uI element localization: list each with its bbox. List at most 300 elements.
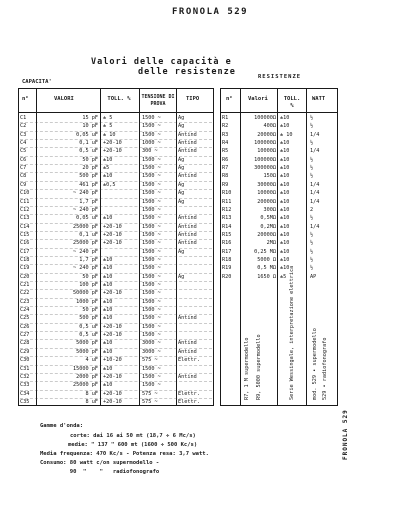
res-cell: ±10 — [280, 198, 290, 205]
res-cell: R11 — [222, 198, 232, 205]
cap-cell: C15 — [20, 231, 30, 238]
cap-cell: Elettr. — [178, 357, 200, 364]
res-cell: 100000Ω — [254, 115, 276, 121]
cap-cell: ±10 — [103, 298, 113, 305]
res-cell: ±10 — [280, 190, 290, 197]
res-cell: R16 — [222, 240, 232, 247]
cap-cell: Antind — [178, 140, 197, 147]
cap-col-tol: TOLL. % — [107, 96, 131, 102]
cap-cell: Ag — [178, 181, 185, 188]
cap-row-divider — [20, 164, 212, 165]
cap-cell: 1500 ~ — [142, 248, 161, 255]
cap-cell: 1500 ~ — [142, 307, 161, 314]
cap-row-divider — [20, 339, 212, 340]
vertical-note-5: 529 • radiofonografo — [322, 337, 328, 400]
res-cell: ±10 — [280, 148, 290, 155]
heading-line-2: delle resistenze — [138, 67, 236, 77]
cap-cell: 461 pF — [79, 181, 98, 188]
cap-cell: C28 — [20, 340, 30, 347]
cap-row-divider — [20, 298, 212, 299]
cap-cell: 1500 ~ — [142, 181, 161, 188]
cap-cell: 0,5 uF — [79, 332, 98, 339]
res-cell: R2 — [222, 123, 229, 130]
vertical-note-2: R9, 5000 supermodello — [256, 334, 262, 400]
cap-cell: 575 ~ — [142, 398, 158, 405]
cap-cell: 0,1 uF — [79, 140, 98, 147]
cap-cell: 1500 ~ — [142, 332, 161, 339]
cap-cell: 1500 ~ — [142, 373, 161, 380]
cap-row-divider — [20, 206, 212, 207]
cap-cell: C24 — [20, 307, 30, 314]
cap-cell: ±10 — [103, 173, 113, 180]
cap-cell: 1500 ~ — [142, 123, 161, 130]
res-cell: R19 — [222, 265, 232, 272]
res-col-values: Valori — [248, 96, 268, 102]
footer-line-1: Gamme d'onda: — [40, 423, 84, 429]
res-cell: ½ — [310, 231, 314, 238]
res-cell: 100000Ω — [254, 140, 276, 147]
res-cell: ½ — [310, 123, 314, 130]
cap-cell: C18 — [20, 256, 30, 263]
res-cell: ±5 — [280, 273, 287, 280]
res-cell: R4 — [222, 140, 229, 147]
cap-row-divider — [20, 331, 212, 332]
cap-row-divider — [20, 147, 212, 148]
cap-cell: +20-10 — [103, 390, 122, 397]
cap-cell: ±10 — [103, 365, 113, 372]
cap-cell: 0,05 uF — [76, 131, 98, 138]
cap-cell: C29 — [20, 348, 30, 355]
res-cell: ½ — [310, 265, 314, 272]
cap-cell: ± 5 — [103, 123, 113, 130]
cap-row-divider — [20, 381, 212, 382]
cap-cell: ±10 — [103, 282, 113, 288]
res-cell: R18 — [222, 256, 232, 263]
res-cell: ±10 — [280, 156, 290, 163]
cap-cell: 50 pF — [82, 156, 98, 163]
cap-cell: 1500 ~ — [142, 215, 161, 222]
cap-cell: Elettr. — [178, 398, 200, 405]
cap-cell: C32 — [20, 373, 30, 380]
vertical-footer-title: FRONOLA 529 — [342, 409, 349, 460]
cap-cell: 1500 ~ — [142, 198, 161, 205]
cap-cell: 575 ~ — [142, 357, 158, 364]
cap-cell: 5000 pF — [76, 340, 98, 347]
cap-row-divider — [20, 264, 212, 265]
cap-col-values: VALORI — [54, 96, 74, 102]
cap-cell: 1,7 pF — [79, 256, 98, 263]
cap-cell: 1500 ~ — [142, 223, 161, 230]
cap-cell: C27 — [20, 332, 30, 339]
res-cell: 0,5MΩ — [260, 215, 276, 222]
vertical-note-1: R7, 1 M supermodello — [244, 337, 250, 400]
res-cell: R10 — [222, 190, 232, 197]
page-title: FRONOLA 529 — [172, 7, 249, 17]
cap-cell: 0,1 uF — [79, 231, 98, 238]
cap-cell: C26 — [20, 323, 30, 330]
cap-cell: +20-10 — [103, 240, 122, 247]
footer-line-6: 90 " " radiofonografo — [40, 469, 160, 475]
cap-cell: Ag — [178, 115, 185, 121]
footer-line-4: Media frequenza: 470 Kc/s - Potenza resa: 3,7 watt. — [40, 451, 209, 457]
cap-cell: 1500 ~ — [142, 273, 161, 280]
res-cell: R1 — [222, 115, 229, 121]
res-cell: 5000 Ω — [257, 256, 276, 263]
cap-cell: C35 — [20, 398, 30, 405]
res-cell: ½ — [310, 248, 314, 255]
cap-cell: Antind — [178, 231, 197, 238]
cap-cell: ±10 — [103, 340, 113, 347]
cap-cell: 1500 ~ — [142, 131, 161, 138]
res-cell: ±10 — [280, 248, 290, 255]
cap-cell: +20-10 — [103, 223, 122, 230]
cap-cell: 100 pF — [79, 282, 98, 288]
cap-cell: ±10 — [103, 382, 113, 389]
res-cell: 150Ω — [263, 173, 276, 180]
cap-cell: C5 — [20, 148, 27, 155]
cap-row-divider — [20, 131, 212, 132]
cap-cell: 3000 ~ — [142, 348, 161, 355]
cap-cell: 20 pF — [82, 165, 98, 172]
cap-cell: C20 — [20, 273, 30, 280]
capacity-label: CAPACITA' — [22, 79, 52, 85]
cap-cell: 5000 pF — [76, 348, 98, 355]
res-cell: ±10 — [280, 173, 290, 180]
cap-cell: 3000 ~ — [142, 340, 161, 347]
cap-cell: +10-20 — [103, 357, 122, 364]
cap-cell: 300 ~ — [142, 148, 158, 155]
res-cell: 20000Ω — [257, 231, 276, 238]
res-cell: ±10 — [280, 165, 290, 172]
res-cell: R8 — [222, 173, 229, 180]
cap-cell: 1000 pF — [76, 298, 98, 305]
cap-cell: 8 uF — [85, 390, 98, 397]
res-cell: 1/4 — [310, 190, 320, 197]
res-cell: 1/4 — [310, 131, 320, 138]
res-cell: ±10 — [280, 181, 290, 188]
cap-cell: C14 — [20, 223, 30, 230]
cap-cell: 1500 ~ — [142, 190, 161, 197]
cap-cell: ~ 240 pF — [73, 206, 98, 213]
cap-cell: +20-10 — [103, 290, 122, 297]
cap-cell: C31 — [20, 365, 30, 372]
cap-cell: ± 10 — [103, 131, 116, 138]
cap-cell: C11 — [20, 198, 30, 205]
cap-cell: 0,05 uF — [76, 215, 98, 222]
cap-cell: ~ 240 pF — [73, 190, 98, 197]
cap-cell: 1500 ~ — [142, 206, 161, 213]
res-col-n: n° — [226, 96, 233, 102]
res-cell: AP — [310, 273, 317, 280]
vertical-note-3: Serie Wessingale, interpretazione elettrica — [289, 265, 295, 400]
cap-cell: C1 — [20, 115, 27, 121]
cap-row-divider — [20, 181, 212, 182]
cap-row-divider — [20, 139, 212, 140]
res-cell: 0,5 MΩ — [257, 265, 276, 272]
cap-cell: 1500 ~ — [142, 256, 161, 263]
cap-row-divider — [20, 314, 212, 315]
res-cell: ±10 — [280, 123, 290, 130]
res-cell: R13 — [222, 215, 232, 222]
cap-cell: ±10 — [103, 265, 113, 272]
res-cell: 1/4 — [310, 181, 320, 188]
cap-cell: C6 — [20, 156, 27, 163]
cap-cell: C4 — [20, 140, 27, 147]
cap-row-divider — [20, 365, 212, 366]
cap-row-divider — [20, 198, 212, 199]
res-cell: 30000Ω — [257, 181, 276, 188]
cap-cell: 1500 ~ — [142, 365, 161, 372]
cap-cell: Ag — [178, 198, 185, 205]
cap-cell: +20-10 — [103, 332, 122, 339]
res-cell: ½ — [310, 115, 314, 121]
cap-cell: C25 — [20, 315, 30, 322]
res-cell: ±10 — [280, 115, 290, 121]
cap-cell: Elettr. — [178, 390, 200, 397]
cap-cell: 8 uF — [85, 398, 98, 405]
res-cell: 0,25 MΩ — [254, 248, 276, 255]
footer-line-5: Consumo: 80 watt c/on supermodello - — [40, 460, 160, 466]
res-cell: 400Ω — [263, 123, 276, 130]
res-cell: R12 — [222, 206, 232, 213]
cap-cell: C34 — [20, 390, 30, 397]
cap-cell: C3 — [20, 131, 27, 138]
cap-cell: 1500 ~ — [142, 323, 161, 330]
cap-cell: C8 — [20, 173, 27, 180]
cap-cell: 1500 ~ — [142, 115, 161, 121]
cap-row-divider — [20, 323, 212, 324]
cap-row-divider — [20, 281, 212, 282]
res-cell: 1650 Ω — [257, 273, 276, 280]
res-cell: ±10 — [280, 223, 290, 230]
res-cell: R7 — [222, 165, 229, 172]
res-cell: ½ — [310, 240, 314, 247]
cap-cell: Antind — [178, 215, 197, 222]
cap-row-divider — [20, 273, 212, 274]
cap-cell: 50 pF — [82, 273, 98, 280]
cap-cell: 1500 ~ — [142, 165, 161, 172]
res-cell: 20000Ω — [257, 198, 276, 205]
cap-cell: C30 — [20, 357, 30, 364]
cap-row-divider — [20, 156, 212, 157]
res-cell: ½ — [310, 165, 314, 172]
cap-col-type: TIPO — [186, 96, 200, 102]
res-cell: 100000Ω — [254, 156, 276, 163]
cap-row-divider — [20, 390, 212, 391]
cap-cell: +20-10 — [103, 231, 122, 238]
cap-cell: +20-10 — [103, 398, 122, 405]
cap-cell: ±10 — [103, 215, 113, 222]
cap-row-divider — [20, 122, 212, 123]
cap-cell: 575 ~ — [142, 390, 158, 397]
cap-row-divider — [20, 373, 212, 374]
res-cell: ½ — [310, 256, 314, 263]
cap-cell: ±5 — [103, 165, 110, 172]
cap-row-divider — [20, 348, 212, 349]
cap-row-divider — [20, 306, 212, 307]
res-cell: 2MΩ — [266, 240, 276, 247]
cap-cell: C16 — [20, 240, 30, 247]
cap-row-divider — [20, 256, 212, 257]
cap-cell: Ag — [178, 248, 185, 255]
cap-cell: C17 — [20, 248, 30, 255]
cap-cell: ±10 — [103, 348, 113, 355]
cap-cell: Antind — [178, 315, 197, 322]
cap-cell: ±10 — [103, 315, 113, 322]
cap-cell: Antind — [178, 173, 197, 180]
cap-cell: C9 — [20, 181, 27, 188]
cap-row-divider — [20, 231, 212, 232]
res-cell: 10000Ω — [257, 190, 276, 197]
res-cell: ½ — [310, 156, 314, 163]
cap-row-divider — [20, 189, 212, 190]
resistance-label: RESISTENZE — [258, 74, 302, 80]
cap-row-divider — [20, 356, 212, 357]
cap-cell: 1000 ~ — [142, 140, 161, 147]
cap-cell: 1500 ~ — [142, 382, 161, 389]
cap-row-divider — [20, 239, 212, 240]
cap-cell: C13 — [20, 215, 30, 222]
cap-row-divider — [20, 223, 212, 224]
res-cell: 1/4 — [310, 223, 320, 230]
res-cell: R14 — [222, 223, 232, 230]
res-cell: ½ — [310, 173, 314, 180]
cap-cell: 15 pF — [82, 115, 98, 121]
cap-cell: Ag — [178, 165, 185, 172]
res-cell: R6 — [222, 156, 229, 163]
cap-cell: 2000 pF — [76, 373, 98, 380]
cap-cell: ±10 — [103, 256, 113, 263]
cap-cell: Antind — [178, 148, 197, 155]
res-cell: ±10 — [280, 140, 290, 147]
res-col-tol: TOLL. % — [283, 96, 301, 109]
heading-line-1: Valori delle capacità e — [91, 57, 232, 67]
cap-cell: Antind — [178, 223, 197, 230]
cap-cell: Antind — [178, 340, 197, 347]
res-cell: ± 10 — [280, 131, 293, 138]
cap-cell: 1500 ~ — [142, 290, 161, 297]
res-cell: R15 — [222, 231, 232, 238]
cap-cell: C7 — [20, 165, 27, 172]
cap-cell: +20-10 — [103, 148, 122, 155]
res-cell: 1/4 — [310, 148, 320, 155]
res-cell: R5 — [222, 148, 229, 155]
res-cell: R9 — [222, 181, 229, 188]
cap-cell: 1500 ~ — [142, 265, 161, 272]
cap-cell: Antind — [178, 348, 197, 355]
cap-cell: Antind — [178, 373, 197, 380]
res-cell: ±10 — [280, 231, 290, 238]
vertical-note-4: mod. 529 • supermodello — [312, 328, 318, 400]
cap-cell: C12 — [20, 206, 30, 213]
cap-cell: +20-10 — [103, 140, 122, 147]
cap-cell: 1500 ~ — [142, 156, 161, 163]
cap-cell: Antind — [178, 240, 197, 247]
res-cell: ±10 — [280, 240, 290, 247]
res-cell: R3 — [222, 131, 229, 138]
cap-cell: 1500 ~ — [142, 298, 161, 305]
res-cell: ½ — [310, 215, 314, 222]
cap-cell: C22 — [20, 290, 30, 297]
res-cell: 10000Ω — [257, 148, 276, 155]
cap-cell: ~ 240 pF — [73, 248, 98, 255]
res-cell: 1/4 — [310, 198, 320, 205]
cap-cell: C21 — [20, 282, 30, 288]
cap-cell: 1,7 pF — [79, 198, 98, 205]
cap-row-divider — [20, 248, 212, 249]
cap-col-voltage: TENSIONE DI PROVA — [141, 94, 175, 107]
res-cell: 300000Ω — [254, 165, 276, 172]
res-cell: ±10 — [280, 256, 290, 263]
cap-col-n: n° — [22, 96, 29, 102]
cap-cell: Ag — [178, 156, 185, 163]
cap-cell: +20-10 — [103, 323, 122, 330]
res-cell: R20 — [222, 273, 232, 280]
cap-cell: 1500 ~ — [142, 173, 161, 180]
cap-cell: 25000 pF — [73, 240, 98, 247]
cap-cell: 25000 pF — [73, 382, 98, 389]
cap-row-divider — [20, 172, 212, 173]
res-cell: R17 — [222, 248, 232, 255]
cap-cell: ±10 — [103, 156, 113, 163]
cap-cell: Ag — [178, 190, 185, 197]
cap-cell: 500 pF — [79, 315, 98, 322]
cap-cell: 500 pF — [79, 173, 98, 180]
cap-cell: 50000 pF — [73, 290, 98, 297]
cap-cell: 15000 pF — [73, 365, 98, 372]
res-cell: 2 — [310, 206, 314, 213]
cap-row-divider — [20, 289, 212, 290]
cap-cell: 25000 pF — [73, 223, 98, 230]
cap-cell: ±10 — [103, 273, 113, 280]
res-cell: 0,2MΩ — [260, 223, 276, 230]
cap-cell: 0,5 uF — [79, 148, 98, 155]
cap-cell: 1500 ~ — [142, 282, 161, 288]
res-col-watt: WATT — [312, 96, 326, 102]
cap-cell: 4 uF — [85, 357, 98, 364]
cap-cell: C19 — [20, 265, 30, 272]
cap-cell: 10 pF — [82, 123, 98, 130]
res-cell: ±10 — [280, 206, 290, 213]
cap-cell: 1500 ~ — [142, 231, 161, 238]
cap-cell: C2 — [20, 123, 27, 130]
cap-cell: C33 — [20, 382, 30, 389]
cap-cell: C23 — [20, 298, 30, 305]
cap-row-divider — [20, 214, 212, 215]
cap-cell: ~ 240 pF — [73, 265, 98, 272]
cap-cell: C10 — [20, 190, 30, 197]
cap-cell: ± 5 — [103, 115, 113, 121]
cap-cell: ±0,5 — [103, 181, 116, 188]
footer-line-2: corte: dai 16 ai 50 mt (18,7 ÷ 6 Mc/s) — [70, 433, 196, 439]
res-cell: ±10 — [280, 265, 290, 272]
res-cell: 300Ω — [263, 206, 276, 213]
cap-cell: Antind — [178, 131, 197, 138]
cap-cell: Ag — [178, 273, 185, 280]
cap-cell: ±10 — [103, 307, 113, 314]
res-cell: 20000Ω — [257, 131, 276, 138]
cap-row-divider — [20, 398, 212, 399]
cap-cell: 0,5 uF — [79, 323, 98, 330]
cap-cell: 1500 ~ — [142, 240, 161, 247]
res-cell: ±10 — [280, 215, 290, 222]
cap-cell: 50 pF — [82, 307, 98, 314]
res-cell: ½ — [310, 140, 314, 147]
cap-cell: Ag — [178, 123, 185, 130]
footer-line-3: medie: " 137 " 600 mt (1600 ÷ 500 Kc/s) — [68, 442, 198, 448]
cap-cell: 1500 ~ — [142, 315, 161, 322]
cap-cell: +20-10 — [103, 373, 122, 380]
